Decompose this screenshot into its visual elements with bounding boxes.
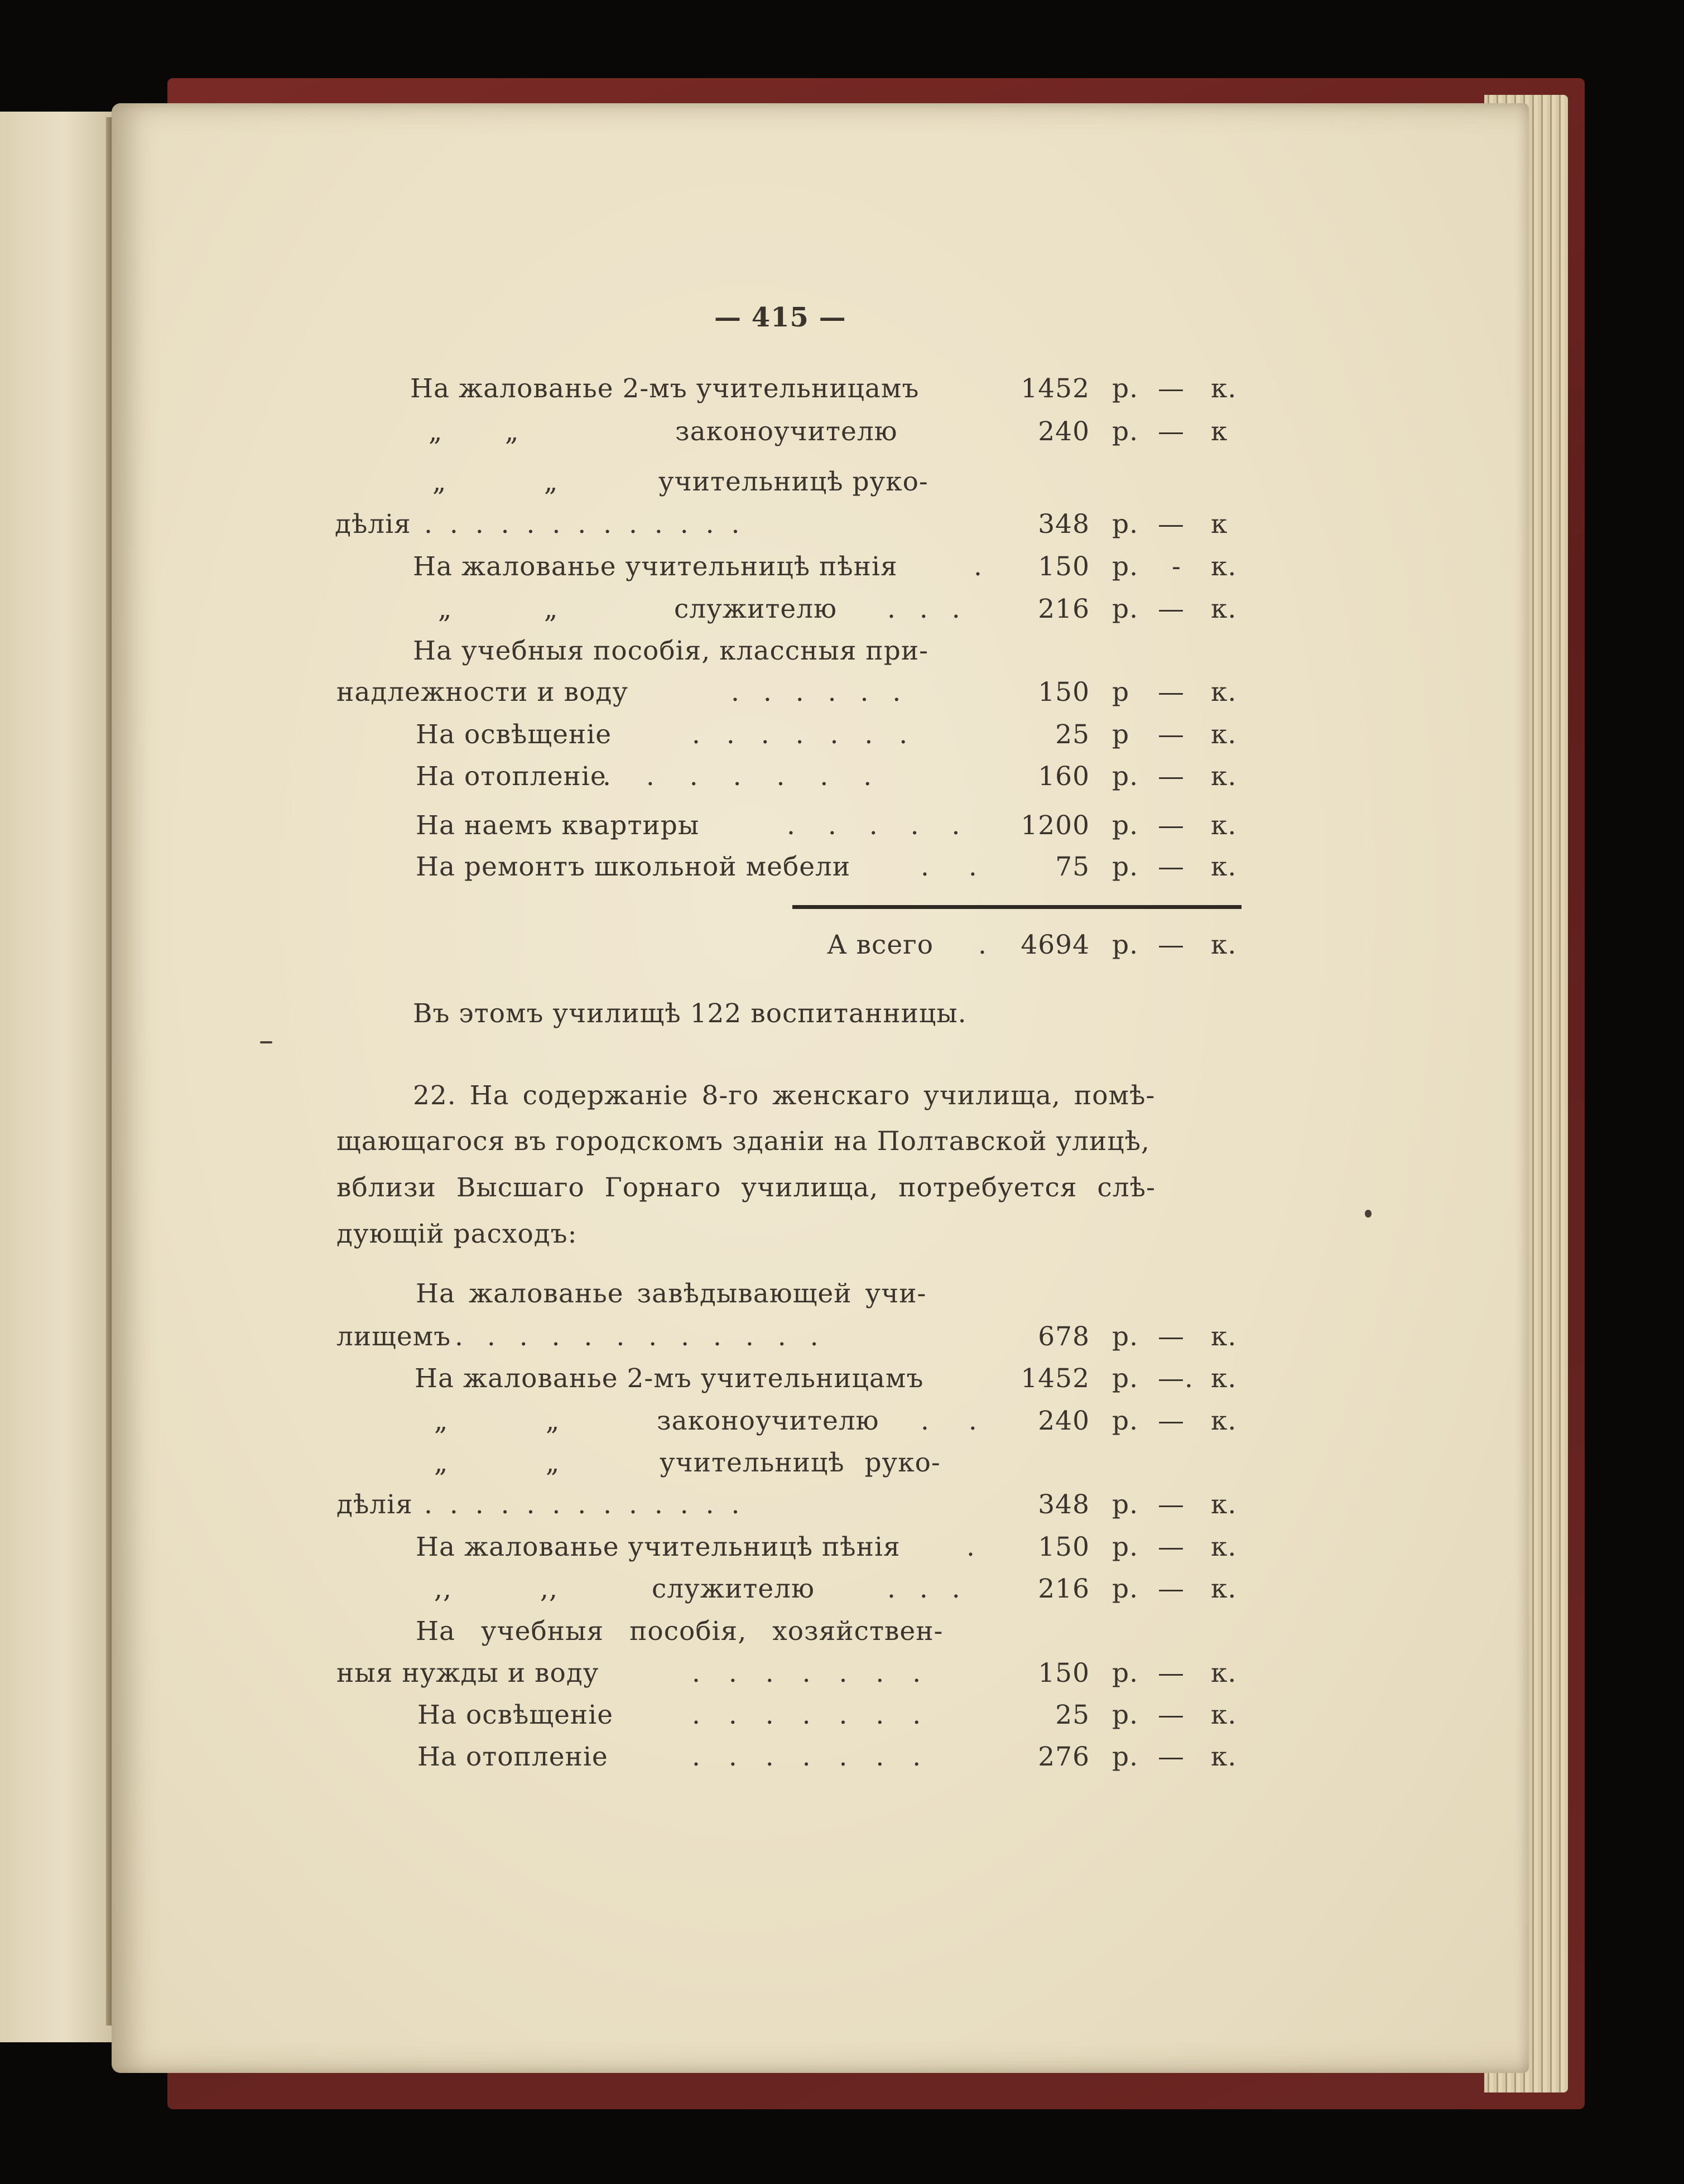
kopecks-unit: к. — [1211, 930, 1237, 960]
kopecks-dash: — — [1158, 930, 1185, 960]
kopecks-unit: к. — [1211, 1658, 1237, 1688]
row-label: На жалованье 2-мъ учительницамъ — [410, 373, 920, 404]
row-label: ныя нужды и воду — [336, 1658, 599, 1688]
row-label: На жалованье учительницѣ пѣнія — [413, 551, 898, 582]
amount: 150 — [1038, 551, 1090, 582]
amount: 150 — [1038, 677, 1090, 708]
amount: 150 — [1038, 1532, 1090, 1562]
dot-leader: . . . . . — [787, 810, 973, 841]
dot-leader: . — [966, 1532, 975, 1562]
kopecks-dash: — — [1158, 1406, 1185, 1436]
rubles-unit: р. — [1112, 1363, 1139, 1394]
kopecks-unit: к. — [1211, 1574, 1237, 1604]
total-rule — [792, 905, 1242, 909]
rubles-unit: р — [1112, 719, 1130, 750]
kopecks-dash: — — [1158, 416, 1185, 447]
ditto-mark: „ — [434, 1406, 449, 1436]
row-label: На ремонтъ школьной мебели — [416, 852, 851, 882]
amount: 276 — [1038, 1742, 1090, 1772]
amount: 240 — [1038, 1406, 1090, 1436]
row-label: На освѣщеніе — [416, 719, 612, 750]
dot-leader: . — [974, 551, 983, 582]
rubles-unit: р. — [1112, 509, 1139, 540]
rubles-unit: р. — [1112, 551, 1139, 582]
ditto-mark: ,, — [434, 1574, 452, 1604]
kopecks-unit: к. — [1211, 551, 1237, 582]
ditto-mark: „ — [438, 594, 453, 624]
kopecks-dash: — — [1158, 810, 1185, 841]
ditto-mark: „ — [544, 466, 559, 497]
kopecks-dash: — — [1158, 1489, 1185, 1520]
dot-leader: . . . . . . — [731, 677, 909, 708]
kopecks-dash: — — [1158, 677, 1185, 708]
paragraph-line: щающагося въ городскомъ зданіи на Полтавской улицѣ, — [336, 1126, 1150, 1157]
row-label: законоучителю — [675, 416, 898, 447]
rubles-unit: р. — [1112, 594, 1139, 624]
kopecks-dash: — — [1158, 852, 1185, 882]
kopecks-dash: — — [1158, 509, 1185, 540]
amount: 216 — [1038, 1574, 1090, 1604]
row-label: надлежности и воду — [336, 677, 629, 708]
kopecks-unit: к. — [1211, 1489, 1237, 1520]
kopecks-unit: к. — [1211, 677, 1237, 708]
kopecks-dash: — — [1158, 594, 1185, 624]
row-label: служителю — [674, 594, 837, 624]
row-label: На отопленіе — [416, 761, 607, 792]
row-label: служителю — [652, 1574, 815, 1604]
rubles-unit: р. — [1112, 1658, 1139, 1688]
kopecks-dash: — — [1158, 373, 1185, 404]
kopecks-dash: —. — [1158, 1363, 1194, 1394]
total-amount: 4694 — [1021, 930, 1090, 960]
kopecks-unit: к — [1211, 416, 1228, 447]
dot-leader: . . . . . . . . . . . . — [455, 1321, 826, 1352]
dot-leader: . . — [921, 852, 993, 882]
amount: 1452 — [1021, 373, 1090, 404]
row-label: На учебныя пособія, классныя при- — [413, 636, 929, 666]
row-label: На учебныя пособія, хозяйствен- — [416, 1616, 944, 1647]
amount: 1452 — [1021, 1363, 1090, 1394]
kopecks-dash: — — [1158, 719, 1185, 750]
ditto-mark: „ — [429, 416, 443, 447]
kopecks-unit: к. — [1211, 1532, 1237, 1562]
row-label: лищемъ — [336, 1321, 451, 1352]
row-label: дѣлія — [335, 509, 411, 540]
kopecks-unit: к — [1211, 509, 1228, 540]
dot-leader: . . . . . . . — [692, 1700, 931, 1730]
amount: 150 — [1038, 1658, 1090, 1688]
rubles-unit: р. — [1112, 416, 1139, 447]
row-label: дѣлія — [336, 1489, 413, 1520]
kopecks-dash: — — [1158, 1742, 1185, 1772]
amount: 240 — [1038, 416, 1090, 447]
ditto-mark: „ — [432, 466, 447, 497]
kopecks-unit: к. — [1211, 761, 1237, 792]
kopecks-unit: к. — [1211, 1406, 1237, 1436]
rubles-unit: р — [1112, 677, 1130, 708]
paragraph-line: вблизи Высшаго Горнаго училища, потребуется слѣ- — [336, 1172, 1156, 1203]
row-label: На отопленіе — [417, 1742, 608, 1772]
amount: 216 — [1038, 594, 1090, 624]
rubles-unit: р. — [1112, 1532, 1139, 1562]
kopecks-dash: — — [1158, 761, 1185, 792]
dot-leader: . . — [921, 1406, 993, 1436]
row-label: На жалованье учительницѣ пѣнія — [416, 1532, 901, 1562]
rubles-unit: р. — [1112, 1321, 1139, 1352]
ditto-mark: „ — [544, 594, 559, 624]
rubles-unit: р. — [1112, 1700, 1139, 1730]
kopecks-dash: — — [1158, 1658, 1185, 1688]
dot-leader: . . . . . . . — [692, 719, 917, 750]
kopecks-unit: к. — [1211, 852, 1237, 882]
kopecks-unit: к. — [1211, 594, 1237, 624]
dot-leader: . . . . . . . — [603, 761, 886, 792]
row-label: На наемъ квартиры — [416, 810, 700, 841]
ditto-mark: „ — [546, 1406, 560, 1436]
kopecks-dash: — — [1158, 1700, 1185, 1730]
rubles-unit: р. — [1112, 1574, 1139, 1604]
rubles-unit: р. — [1112, 761, 1139, 792]
amount: 678 — [1038, 1321, 1090, 1352]
row-label: учительницѣ руко- — [658, 466, 928, 497]
kopecks-unit: к. — [1211, 373, 1237, 404]
dot-leader: . . . — [887, 594, 968, 624]
rubles-unit: р. — [1112, 810, 1139, 841]
kopecks-unit: к. — [1211, 1742, 1237, 1772]
kopecks-dash: - — [1172, 551, 1181, 582]
row-label: учительницѣ руко- — [660, 1447, 941, 1478]
dot-leader: . . . — [887, 1574, 968, 1604]
amount: 348 — [1038, 1489, 1090, 1520]
row-label: На жалованье 2-мъ учительницамъ — [415, 1363, 924, 1394]
amount: 25 — [1055, 719, 1090, 750]
ditto-mark: „ — [434, 1447, 449, 1478]
paragraph-line: дующій расходъ: — [336, 1219, 578, 1249]
ditto-mark: „ — [505, 416, 519, 447]
amount: 1200 — [1021, 810, 1090, 841]
pupil-count-note: Въ этомъ училищѣ 122 воспитанницы. — [413, 998, 967, 1029]
page-number: — 415 — — [714, 302, 846, 333]
kopecks-dash: — — [1158, 1321, 1185, 1352]
dot-leader: . . . . . . . — [692, 1658, 931, 1688]
amount: 348 — [1038, 509, 1090, 540]
kopecks-dash: — — [1158, 1574, 1185, 1604]
amount: 75 — [1055, 852, 1090, 882]
kopecks-unit: к. — [1211, 1363, 1237, 1394]
row-label: На освѣщеніе — [417, 1700, 614, 1730]
kopecks-unit: к. — [1211, 810, 1237, 841]
rubles-unit: р. — [1112, 1406, 1139, 1436]
amount: 160 — [1038, 761, 1090, 792]
rubles-unit: р. — [1112, 852, 1139, 882]
dot-leader: . . . . . . . . . . . . . — [424, 509, 744, 540]
dot-leader: . — [978, 930, 987, 960]
total-label: А всего — [827, 930, 934, 960]
rubles-unit: р. — [1112, 1742, 1139, 1772]
ditto-mark: „ — [546, 1447, 560, 1478]
amount: 25 — [1055, 1700, 1090, 1730]
dot-leader: . . . . . . . — [692, 1742, 931, 1772]
kopecks-unit: к. — [1211, 1700, 1237, 1730]
rubles-unit: р. — [1112, 373, 1139, 404]
row-label: законоучителю — [657, 1406, 879, 1436]
row-label: На жалованье завѣдывающей учи- — [416, 1278, 927, 1309]
ditto-mark: ,, — [540, 1574, 558, 1604]
rubles-unit: р. — [1112, 930, 1139, 960]
kopecks-unit: к. — [1211, 719, 1237, 750]
kopecks-unit: к. — [1211, 1321, 1237, 1352]
rubles-unit: р. — [1112, 1489, 1139, 1520]
kopecks-dash: — — [1158, 1532, 1185, 1562]
paragraph-line: 22. На содержаніе 8-го женскаго училища, помѣ- — [413, 1080, 1156, 1111]
dot-leader: . . . . . . . . . . . . . — [424, 1489, 744, 1520]
